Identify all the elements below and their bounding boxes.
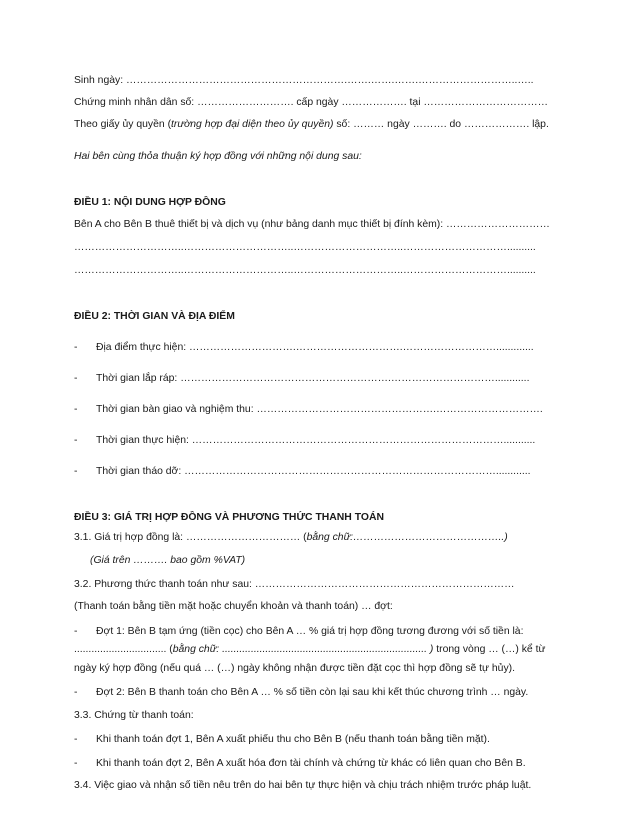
installment-1-line-2 <box>74 643 564 656</box>
contract-value-words: bằng chữ:……………………………………..) <box>306 532 508 543</box>
list-dash: - <box>74 404 78 415</box>
article-2-item <box>74 372 564 385</box>
authorization-line <box>74 118 564 131</box>
installment-1-text: Đợt 1: Bên B tạm ứng (tiền cọc) cho Bên A … % giá trị hợp đồng tương đương với số tiền là: <box>96 626 524 637</box>
payment-documents-heading: 3.3. Chứng từ thanh toán: <box>74 710 194 721</box>
list-dash: - <box>74 626 78 637</box>
article-2-item <box>74 434 564 447</box>
dismantle-time-field: Thời gian tháo dỡ: ………………………………………………………………………………............ <box>96 466 531 477</box>
authorization-prefix: Theo giấy ủy quyền ( <box>74 119 172 130</box>
article-1-line-3: …………………………..…………………………..…………………………..………………………….......... <box>74 265 536 276</box>
article-1-line-2: …………………………..…………………………..…………………………..………………………….......... <box>74 242 536 253</box>
list-dash: - <box>74 342 78 353</box>
list-dash: - <box>74 373 78 384</box>
list-dash: - <box>74 466 78 477</box>
article-2-item <box>74 403 564 416</box>
installment-2-text: Đợt 2: Bên B thanh toán cho Bên A … % số tiền còn lại sau khi kết thúc chương trình … ngày. <box>96 687 529 698</box>
amount-words-field: bằng chữ: ....................................................................... ) <box>172 644 434 655</box>
article-3-heading: ĐIỀU 3: GIÁ TRỊ HỢP ĐỒNG VÀ PHƯƠNG THỨC THANH TOÁN <box>74 512 384 523</box>
list-dash: - <box>74 435 78 446</box>
id-card-line: Chứng minh nhân dân số: ………………………. cấp ngày ………………. tại ……………………………… <box>74 97 549 108</box>
birth-date-line: Sinh ngày: ……………………………………………………….…….…….…….………………………..….. <box>74 75 534 86</box>
location-field: Địa điểm thực hiện: ………………………….………………………….………………………............. <box>96 342 534 353</box>
article-1-heading: ĐIỀU 1: NỘI DUNG HỢP ĐỒNG <box>74 197 226 208</box>
amount-field: ................................ ( <box>74 644 173 655</box>
payment-document-item <box>74 733 564 746</box>
authorization-note: trường hợp đại diện theo ủy quyền) <box>171 119 334 130</box>
vat-note: (Giá trên ………. bao gồm %VAT) <box>90 555 246 566</box>
article-2-heading: ĐIỀU 2: THỜI GIAN VÀ ĐỊA ĐIỂM <box>74 311 235 322</box>
article-2-item <box>74 465 564 478</box>
payment-installments-line: (Thanh toán bằng tiền mặt hoặc chuyển khoản và thanh toán) … đợt: <box>74 601 393 612</box>
assembly-time-field: Thời gian lắp ráp: …………………………………………………….…………………………............ <box>96 373 530 384</box>
agreement-intro: Hai bên cùng thỏa thuận ký hợp đồng với những nội dung sau: <box>74 151 362 162</box>
payment-method-line: 3.2. Phương thức thanh toán như sau: ………………………………………………………………… <box>74 579 515 590</box>
article-1-line-1: Bên A cho Bên B thuê thiết bị và dịch vụ (như bảng danh mục thiết bị đính kèm): ………………………… <box>74 219 550 230</box>
execution-time-field: Thời gian thực hiện: ………………………………………………………………………………........... <box>96 435 536 446</box>
authorization-suffix: số: ……… ngày ………. do ………………. lập. <box>333 119 549 130</box>
installment-2-line <box>74 686 564 699</box>
payment-document-item <box>74 757 564 770</box>
list-dash: - <box>74 758 78 769</box>
payment-document-text: Khi thanh toán đợt 1, Bên A xuất phiếu thu cho Bên B (nếu thanh toán bằng tiền mặt). <box>96 734 490 745</box>
contract-value-label: 3.1. Giá trị hợp đồng là: …………………………… ( <box>74 532 307 543</box>
payment-document-text: Khi thanh toán đợt 2, Bên A xuất hóa đơn tài chính và chứng từ khác có liên quan cho Bên B. <box>96 758 526 769</box>
article-2-item <box>74 341 564 354</box>
handover-responsibility-line: 3.4. Việc giao và nhận số tiền nêu trên do hai bên tự thực hiện và chịu trách nhiệm trước pháp luật. <box>74 780 532 791</box>
deadline-text: trong vòng … (…) kể từ <box>433 644 546 655</box>
list-dash: - <box>74 687 78 698</box>
handover-time-field: Thời gian bàn giao và nghiệm thu: …………………………………………….…………………………. <box>96 404 543 415</box>
installment-1-line-1 <box>74 625 564 638</box>
installment-1-line-3: ngày ký hợp đồng (nếu quá … (…) ngày không nhận được tiền đặt cọc thì hợp đồng sẽ tự hủy). <box>74 663 516 674</box>
contract-value-line <box>74 531 564 544</box>
list-dash: - <box>74 734 78 745</box>
